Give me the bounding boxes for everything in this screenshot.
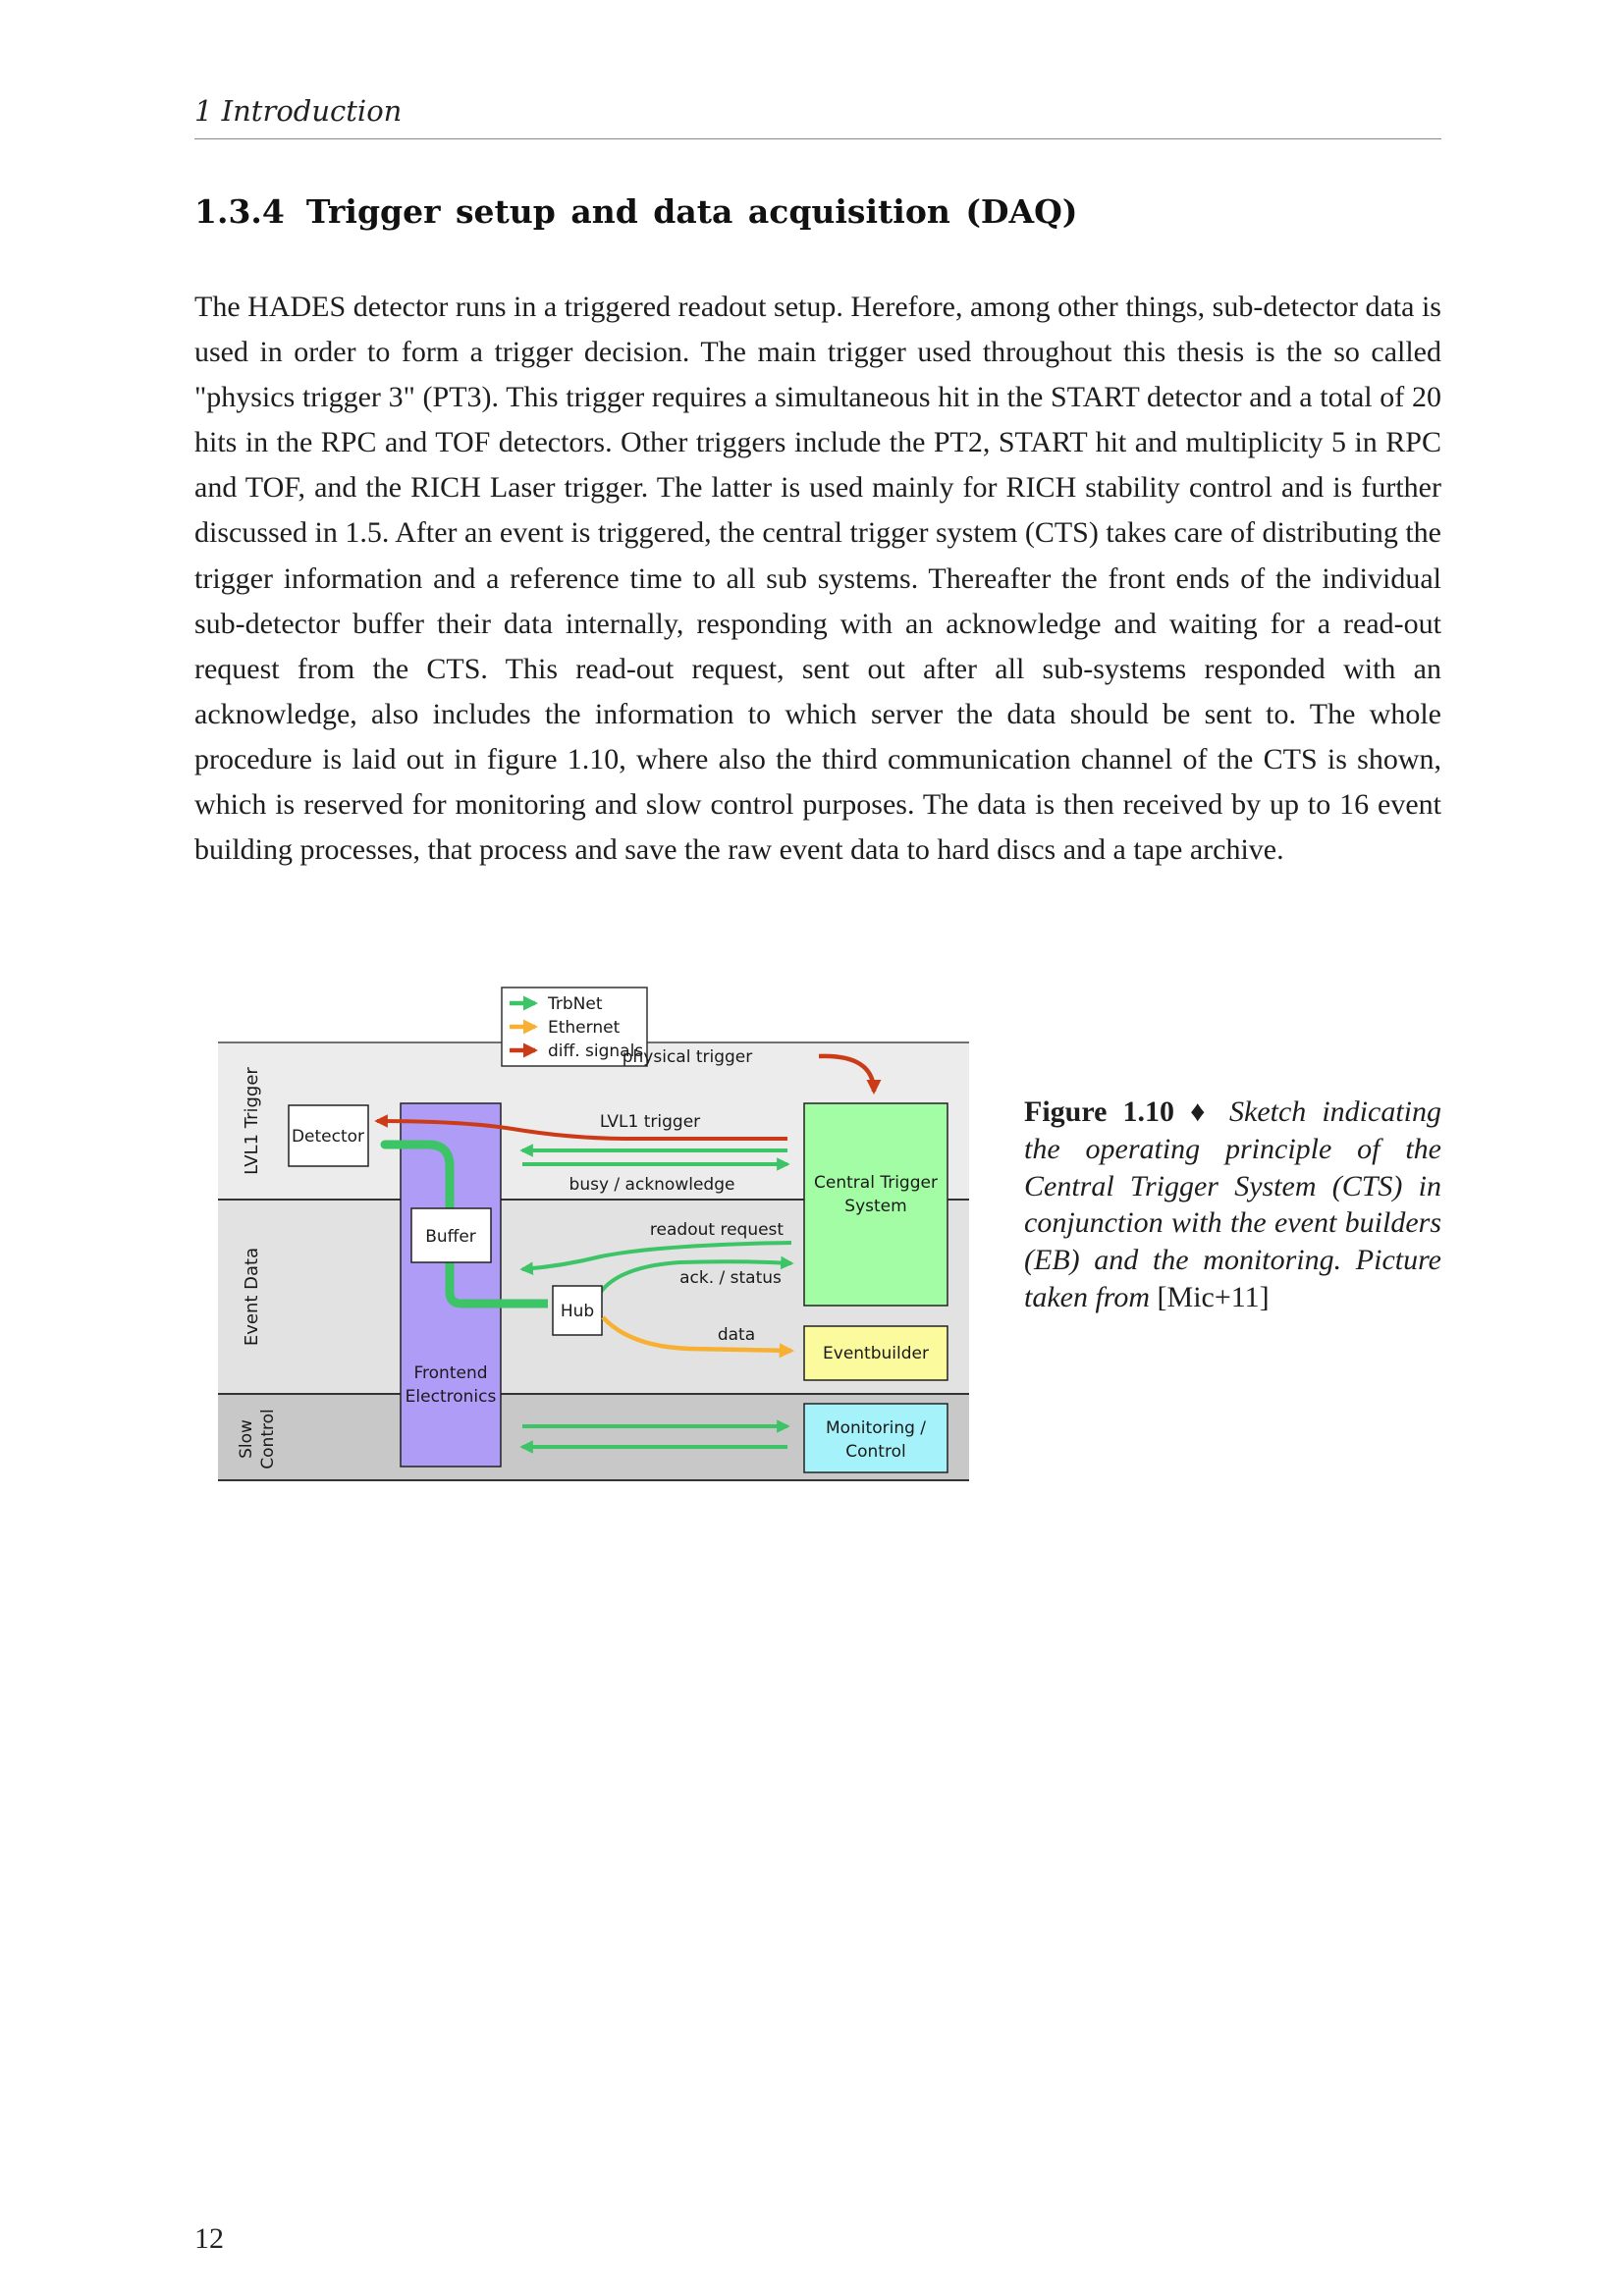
physical-trigger-label: physical trigger xyxy=(622,1047,753,1067)
ack-status-label: ack. / status xyxy=(679,1268,782,1288)
hub-label: Hub xyxy=(560,1302,595,1321)
cts-label-2: System xyxy=(844,1197,907,1216)
monitoring-box xyxy=(804,1404,947,1472)
header-rule xyxy=(194,138,1441,139)
row-label-control: Control xyxy=(258,1409,278,1469)
page-number: 12 xyxy=(194,2222,224,2255)
cts-diagram xyxy=(218,982,970,1482)
readout-request-label: readout request xyxy=(649,1220,785,1240)
monitoring-label-2: Control xyxy=(845,1442,906,1462)
data-label: data xyxy=(717,1325,756,1345)
lvl1-trigger-label: LVL1 trigger xyxy=(599,1112,701,1132)
legend-diff-signals: diff. signals xyxy=(548,1041,644,1061)
figure-caption xyxy=(1024,1094,1441,1316)
row-label-slow: Slow xyxy=(237,1419,256,1459)
eventbuilder-label: Eventbuilder xyxy=(823,1344,929,1363)
detector-label: Detector xyxy=(291,1127,365,1147)
row-label-lvl1: LVL1 Trigger xyxy=(242,1067,262,1175)
caption-separator: ♦ xyxy=(1190,1095,1214,1128)
legend-ethernet: Ethernet xyxy=(548,1018,621,1038)
legend-trbnet: TrbNet xyxy=(548,994,603,1014)
cts-diagram-svg xyxy=(218,982,970,1482)
buffer-label: Buffer xyxy=(425,1227,476,1247)
caption-text: Sketch indicating the operating principle of the Central Trigger System (CTS) in conjunction with the event builders (EB) and the monitoring. Picture taken from xyxy=(1024,1095,1441,1313)
caption-label: Figure 1.10 xyxy=(1024,1095,1174,1128)
section-title: Trigger setup and data acquisition (DAQ) xyxy=(305,192,1078,231)
monitoring-label-1: Monitoring / xyxy=(825,1418,927,1438)
body-paragraph: The HADES detector runs in a triggered readout setup. Herefore, among other things, sub-detector data is used in order to form a trigger decision. The main trigger used throughout this thesis is the so called "physics trigger 3" (PT3). This trigger requires a simultaneous hit in the START detector and a total of 20 hits in the RPC and TOF detectors. Other triggers include the PT2, START hit and multiplicity 5 in RPC and TOF, and the RICH Laser trigger. The latter is used mainly for RICH stability control and is further discussed in 1.5. After an event is triggered, the central trigger system (CTS) takes care of distributing the trigger information and a reference time to all sub systems. Thereafter the front ends of the individual sub-detector buffer their data internally, responding with an acknowledge and waiting for a read-out request from the CTS. This read-out request, sent out after all sub-systems responded with an acknowledge, also includes the information to which server the data should be sent to. The whole procedure is laid out in figure 1.10, where also the third communication channel of the CTS is shown, which is reserved for monitoring and slow control purposes. The data is then received by up to 16 event building processes, that process and save the raw event data to hard discs and a tape archive. xyxy=(194,291,1441,867)
frontend-label-2: Electronics xyxy=(405,1387,497,1407)
cts-label-1: Central Trigger xyxy=(814,1173,938,1193)
running-head: 1 Introduction xyxy=(194,94,403,128)
section-number: 1.3.4 xyxy=(194,192,285,231)
section-heading xyxy=(194,192,1078,231)
busy-ack-label: busy / acknowledge xyxy=(568,1175,735,1195)
row-label-event-data: Event Data xyxy=(242,1247,262,1347)
frontend-label-1: Frontend xyxy=(413,1363,488,1383)
caption-citation[interactable]: [Mic+11] xyxy=(1157,1280,1270,1313)
